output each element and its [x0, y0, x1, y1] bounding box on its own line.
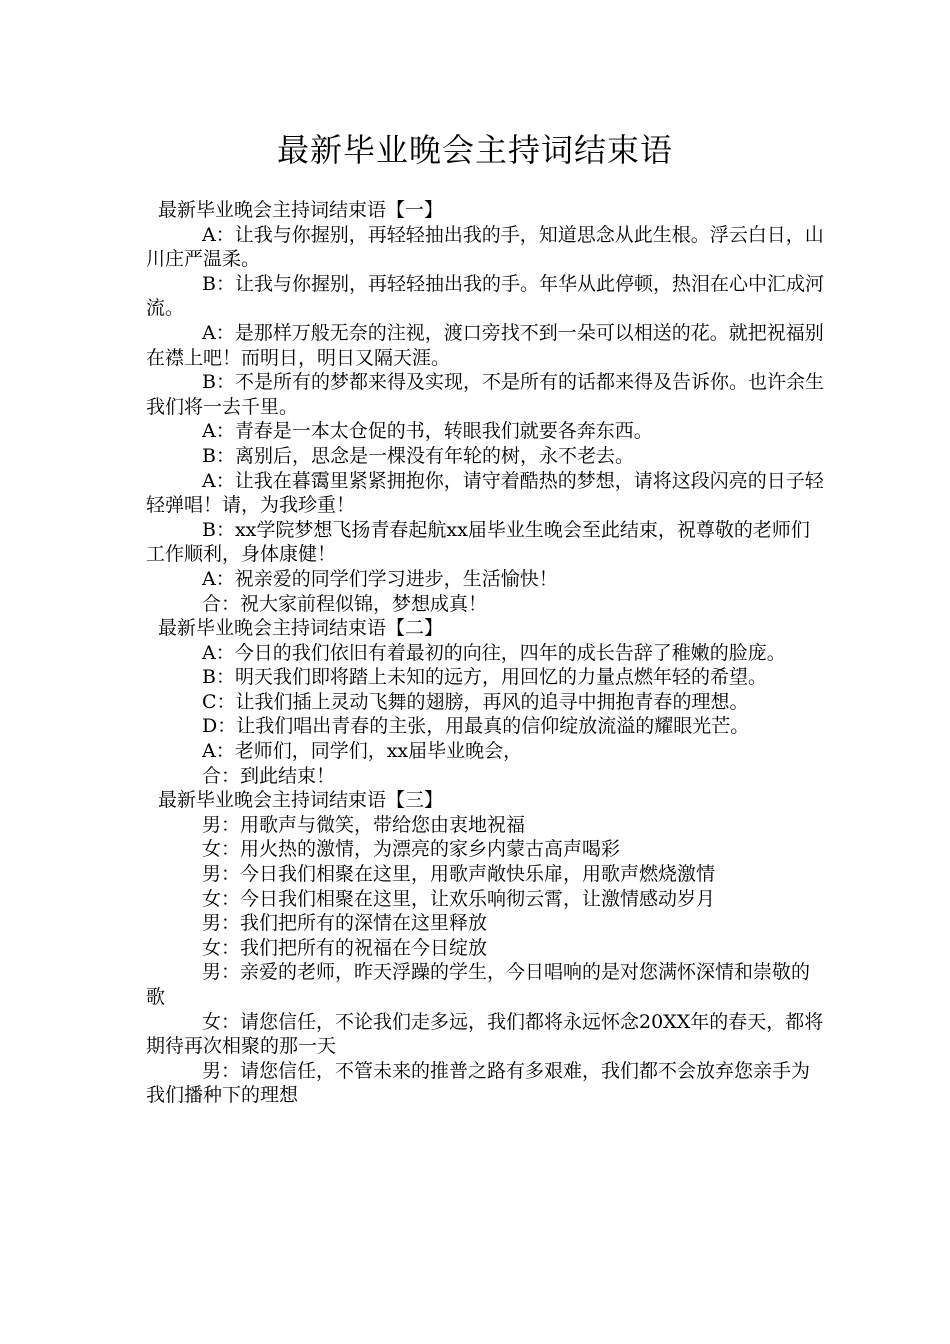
paragraph: B：不是所有的梦都来得及实现，不是所有的话都来得及告诉你。也许余生我们将一去千里。: [146, 371, 824, 418]
paragraph: B：让我与你握别，再轻轻抽出我的手。年华从此停顿，热泪在心中汇成河流。: [146, 272, 824, 320]
paragraph: A：青春是一本太仓促的书，转眼我们就要各奔东西。: [202, 420, 653, 443]
section-heading: 最新毕业晚会主持词结束语【一】: [158, 199, 444, 221]
paragraph: 合：祝大家前程似锦，梦想成真！: [202, 592, 488, 615]
paragraph: 男：我们把所有的深情在这里释放: [202, 912, 488, 935]
paragraph: 男：用歌声与微笑，带给您由衷地祝福: [202, 813, 526, 836]
paragraph: D：让我们唱出青春的主张，用最真的信仰绽放流溢的耀眼光芒。: [202, 715, 750, 738]
paragraph: A：祝亲爱的同学们学习进步，生活愉快！: [202, 567, 558, 590]
document-body: [146, 198, 826, 1108]
paragraph: 女：今日我们相聚在这里，让欢乐响彻云霄，让激情感动岁月: [202, 887, 716, 910]
paragraph: 男：亲爱的老师，昨天浮躁的学生，今日唱响的是对您满怀深情和崇敬的歌: [146, 961, 811, 1008]
paragraph: B：离别后，思念是一棵没有年轮的树，永不老去。: [202, 444, 634, 467]
page-title: 最新毕业晚会主持词结束语: [276, 131, 673, 169]
paragraph: 男：请您信任，不管未来的推普之路有多艰难，我们都不会放弃您亲手为我们播种下的理想: [146, 1059, 811, 1107]
paragraph: 女：请您信任，不论我们走多远，我们都将永远怀念20XX年的春天，都将期待再次相聚的那一天: [146, 1010, 824, 1058]
paragraph: A：今日的我们依旧有着最初的向往，四年的成长告辞了稚嫩的脸庞。: [202, 641, 786, 664]
paragraph: B：xx学院梦想飞扬青春起航xx届毕业生晚会至此结束，祝尊敬的老师们工作顺利，身体康健！: [146, 518, 810, 566]
section-heading: 最新毕业晚会主持词结束语【二】: [158, 617, 444, 640]
paragraph: B：明天我们即将踏上未知的远方，用回忆的力量点燃年轻的希望。: [202, 666, 767, 689]
paragraph: A：老师们，同学们，xx届毕业晚会，: [202, 740, 523, 763]
paragraph: A：让我在暮霭里紧紧拥抱你，请守着酷热的梦想，请将这段闪亮的日子轻轻弹唱！请，为我珍重！: [146, 469, 824, 517]
paragraph: 男：今日我们相聚在这里，用歌声敞快乐扉，用歌声燃烧激情: [202, 863, 716, 886]
paragraph: 女：我们把所有的祝福在今日绽放: [202, 936, 488, 959]
paragraph: 合：到此结束！: [202, 764, 336, 787]
paragraph: C：让我们插上灵动飞舞的翅膀，再风的追寻中拥抱青春的理想。: [202, 690, 749, 713]
paragraph: 女：用火热的激情，为漂亮的家乡内蒙古高声喝彩: [202, 838, 621, 861]
section-heading: 最新毕业晚会主持词结束语【三】: [158, 789, 444, 812]
paragraph: A：让我与你握别，再轻轻抽出我的手，知道思念从此生根。浮云白日，山川庄严温柔。: [146, 223, 824, 271]
paragraph: A：是那样万般无奈的注视，渡口旁找不到一朵可以相送的花。就把祝福别在襟上吧！而明日，明日又隔天涯。: [146, 321, 824, 369]
